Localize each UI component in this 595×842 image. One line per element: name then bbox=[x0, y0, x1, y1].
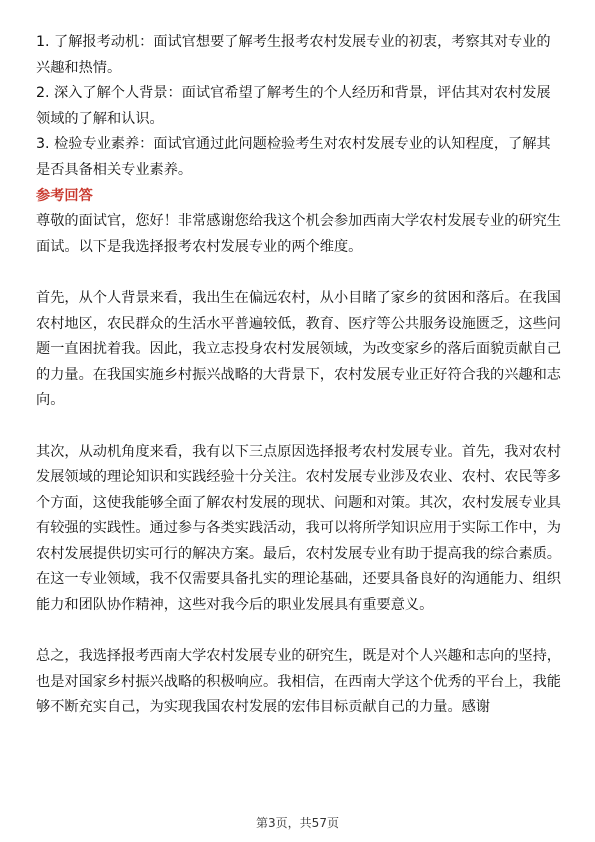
point-2: 2. 深入了解个人背景：面试官希望了解考生的个人经历和背景，评估其对农村发展领域的了解和认识。 bbox=[36, 85, 551, 127]
point-1: 1. 了解报考动机：面试官想要了解考生报考农村发展专业的初衷，考察其对专业的兴趣和热情。 bbox=[36, 34, 551, 76]
document-body bbox=[36, 30, 561, 721]
paragraph-conclusion: 总之，我选择报考西南大学农村发展专业的研究生，既是对个人兴趣和志向的坚持，也是对国家乡村振兴战略的积极响应。我相信，在西南大学这个优秀的平台上，我能够不断充实自己，为实现我国农村发展的宏伟目标贡献自己的力量。感谢 bbox=[36, 648, 561, 716]
paragraph-background: 首先，从个人背景来看，我出生在偏远农村，从小目睹了家乡的贫困和落后。在我国农村地区，农民群众的生活水平普遍较低，教育、医疗等公共服务设施匮乏，这些问题一直困扰着我。因此，我立志投身农村发展领域，为改变家乡的落后面貌贡献自己的力量。在我国实施乡村振兴战略的大背景下，农村发展专业正好符合我的兴趣和志向。 bbox=[36, 289, 561, 409]
paragraph-motivation: 其次，从动机角度来看，我有以下三点原因选择报考农村发展专业。首先，我对农村发展领域的理论知识和实践经验十分关注。农村发展专业涉及农业、农村、农民等多个方面，这使我能够全面了解农村发展的现状、问题和对策。其次，农村发展专业具有较强的实践性。通过参与各类实践活动，我可以将所学知识应用于实际工作中，为农村发展提供切实可行的解决方案。最后，农村发展专业有助于提高我的综合素质。在这一专业领域，我不仅需要具备扎实的理论基础，还要具备良好的沟通能力、组织能力和团队协作精神，这些对我今后的职业发展具有重要意义。 bbox=[36, 443, 561, 614]
paragraph-greeting: 尊敬的面试官，您好！非常感谢您给我这个机会参加西南大学农村发展专业的研究生面试。以下是我选择报考农村发展专业的两个维度。 bbox=[36, 213, 561, 255]
answer-heading: 参考回答 bbox=[36, 187, 93, 204]
point-3: 3. 检验专业素养：面试官通过此问题检验考生对农村发展专业的认知程度，了解其是否具备相关专业素养。 bbox=[36, 136, 551, 178]
page-footer: 第3页，共57页 bbox=[256, 816, 339, 830]
